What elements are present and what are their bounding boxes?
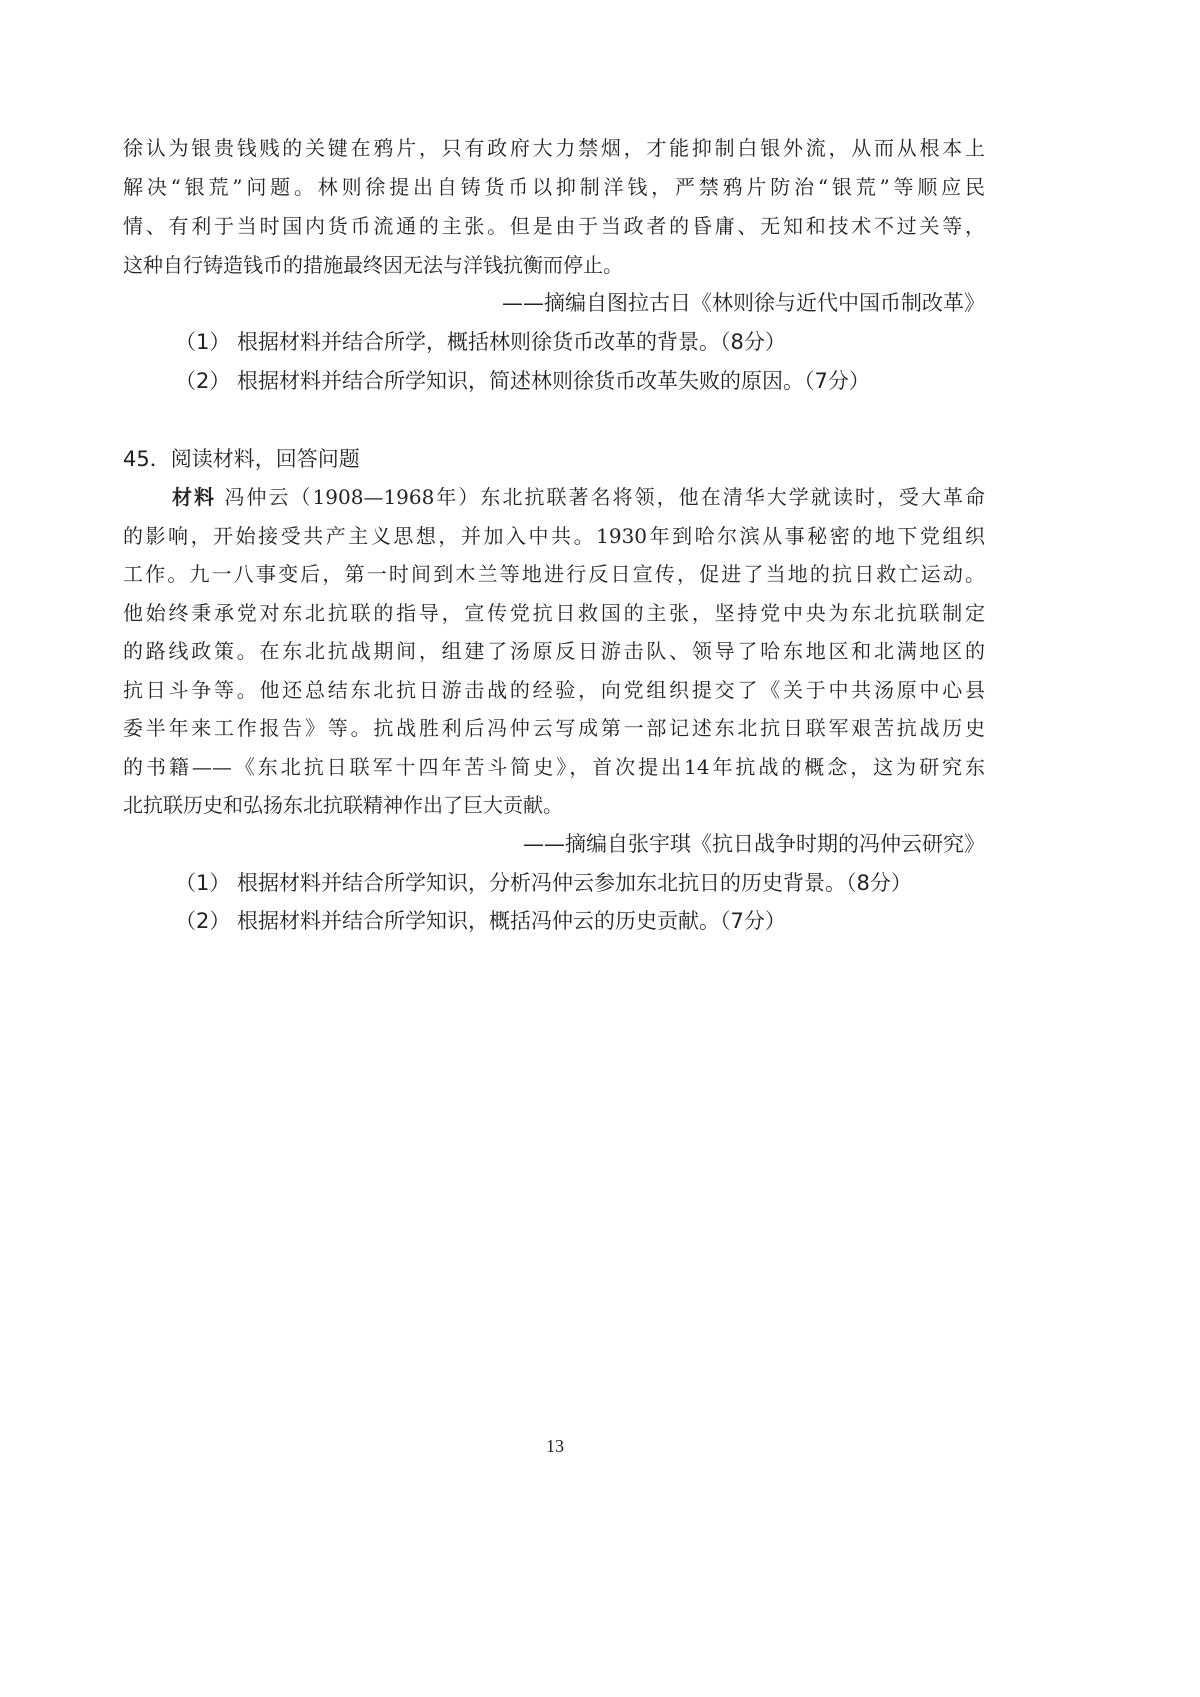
material-line: [172, 483, 985, 511]
material-line: 委半年来工作报告》等。抗战胜利后冯仲云写成第一部记述东北抗日联军艰苦抗战历史: [123, 716, 985, 740]
material-line: 的路线政策。在东北抗战期间，组建了汤原反日游击队、领导了哈东地区和北满地区的: [123, 639, 985, 663]
sub-question: （1） 根据材料并结合所学知识，分析冯仲云参加东北抗日的历史背景。（8分）: [175, 871, 912, 895]
material-line: 他始终秉承党对东北抗联的指导，宣传党抗日救国的主张，坚持党中央为东北抗联制定: [123, 601, 985, 625]
material-line: 工作。九一八事变后，第一时间到木兰等地进行反日宣传，促进了当地的抗日救亡运动。: [123, 562, 985, 586]
material-line: 北抗联历史和弘扬东北抗联精神作出了巨大贡献。: [123, 793, 563, 817]
material-label: 材料: [172, 485, 217, 509]
sub-question: （2） 根据材料并结合所学知识，简述林则徐货币改革失败的原因。（7分）: [175, 369, 870, 393]
sub-question: （1） 根据材料并结合所学，概括林则徐货币改革的背景。（8分）: [175, 330, 786, 354]
source-citation: ——摘编自图拉古日《林则徐与近代中国币制改革》: [502, 291, 985, 315]
material-text: 冯仲云（1908—1968年）东北抗联著名将领，他在清华大学就读时，受大革命: [224, 485, 986, 509]
material-line: 徐认为银贵钱贱的关键在鸦片，只有政府大力禁烟，才能抑制白银外流，从而从根本上: [123, 136, 985, 160]
material-line: 情、有利于当时国内货币流通的主张。但是由于当政者的昏庸、无知和技术不过关等，: [123, 214, 985, 238]
question-title: 45．阅读材料，回答问题: [123, 447, 360, 471]
material-line: 解决“银荒”问题。林则徐提出自铸货币以抑制洋钱，严禁鸦片防治“银荒”等顺应民: [123, 175, 985, 199]
material-line: 抗日斗争等。他还总结东北抗日游击战的经验，向党组织提交了《关于中共汤原中心县: [123, 678, 985, 702]
material-line: 的书籍——《东北抗日联军十四年苦斗简史》，首次提出14年抗战的概念，这为研究东: [123, 755, 985, 779]
page-number: 13: [546, 1436, 564, 1456]
material-line: 的影响，开始接受共产主义思想，并加入中共。1930年到哈尔滨从事秘密的地下党组织: [123, 524, 985, 548]
material-line: 这种自行铸造钱币的措施最终因无法与洋钱抗衡而停止。: [123, 253, 623, 277]
sub-question: （2） 根据材料并结合所学知识，概括冯仲云的历史贡献。（7分）: [175, 909, 786, 933]
source-citation: ——摘编自张宇琪《抗日战争时期的冯仲云研究》: [523, 832, 985, 856]
